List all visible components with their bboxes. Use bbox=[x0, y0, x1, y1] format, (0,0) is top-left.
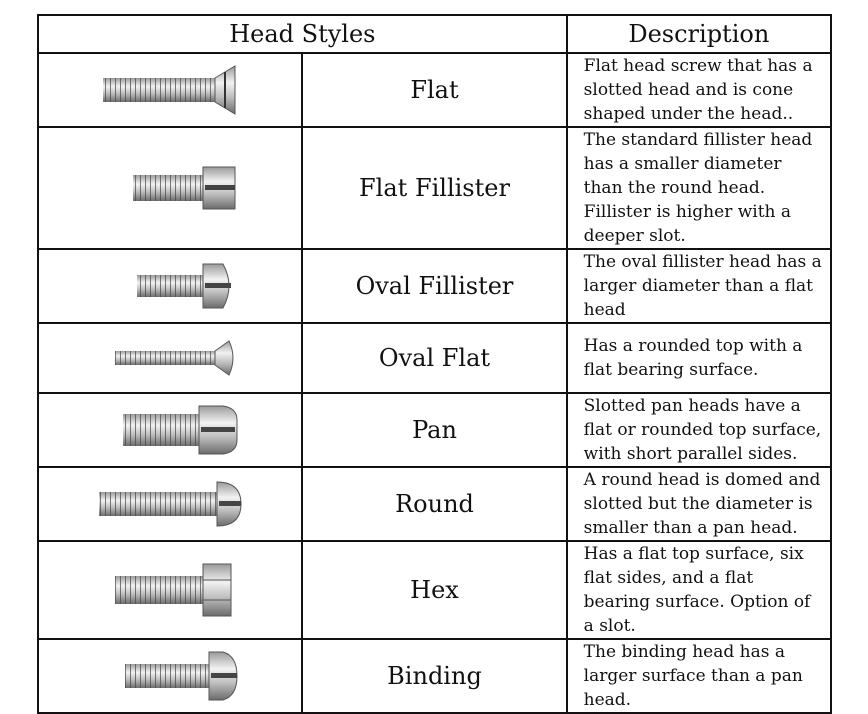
head-style-description: Slotted pan heads have a flat or rounded top surface, with short parallel sides. bbox=[567, 393, 831, 467]
head-style-description: The standard fillister head has a smaller diameter than the round head. Fillister is higher with a deeper slot. bbox=[567, 127, 831, 249]
table-row bbox=[38, 393, 831, 467]
header-head-styles: Head Styles bbox=[38, 15, 567, 53]
screw-image-cell bbox=[38, 393, 302, 467]
screw-image-cell bbox=[38, 127, 302, 249]
oval-flat-screw-icon bbox=[95, 328, 245, 388]
table-row bbox=[38, 53, 831, 127]
screw-image-cell bbox=[38, 249, 302, 323]
head-style-description: Flat head screw that has a slotted head and is cone shaped under the head.. bbox=[567, 53, 831, 127]
head-style-name: Binding bbox=[302, 639, 566, 713]
flat-head-screw-icon bbox=[95, 60, 245, 120]
head-style-name: Hex bbox=[302, 541, 566, 639]
head-styles-table bbox=[37, 14, 832, 714]
table-row bbox=[38, 639, 831, 713]
table-header-row bbox=[38, 15, 831, 53]
table-row bbox=[38, 467, 831, 541]
head-style-name: Oval Flat bbox=[302, 323, 566, 393]
pan-head-screw-icon bbox=[95, 400, 245, 460]
screw-image-cell bbox=[38, 467, 302, 541]
head-styles-table-container bbox=[37, 14, 832, 710]
round-head-screw-icon bbox=[95, 474, 245, 534]
binding-head-screw-icon bbox=[95, 646, 245, 706]
table-row bbox=[38, 127, 831, 249]
head-style-name: Pan bbox=[302, 393, 566, 467]
hex-head-screw-icon bbox=[95, 560, 245, 620]
screw-image-cell bbox=[38, 323, 302, 393]
table-row bbox=[38, 541, 831, 639]
oval-fillister-screw-icon bbox=[95, 256, 245, 316]
head-style-description: Has a flat top surface, six flat sides, and a flat bearing surface. Option of a slot. bbox=[567, 541, 831, 639]
head-style-description: The binding head has a larger surface than a pan head. bbox=[567, 639, 831, 713]
screw-image-cell bbox=[38, 53, 302, 127]
head-style-name: Flat bbox=[302, 53, 566, 127]
flat-fillister-screw-icon bbox=[95, 158, 245, 218]
head-style-description: Has a rounded top with a flat bearing surface. bbox=[567, 323, 831, 393]
head-style-name: Round bbox=[302, 467, 566, 541]
screw-image-cell bbox=[38, 541, 302, 639]
screw-image-cell bbox=[38, 639, 302, 713]
table-row bbox=[38, 249, 831, 323]
head-style-description: A round head is domed and slotted but the diameter is smaller than a pan head. bbox=[567, 467, 831, 541]
head-style-description: The oval fillister head has a larger diameter than a flat head bbox=[567, 249, 831, 323]
header-description: Description bbox=[567, 15, 831, 53]
head-style-name: Flat Fillister bbox=[302, 127, 566, 249]
head-style-name: Oval Fillister bbox=[302, 249, 566, 323]
table-row bbox=[38, 323, 831, 393]
